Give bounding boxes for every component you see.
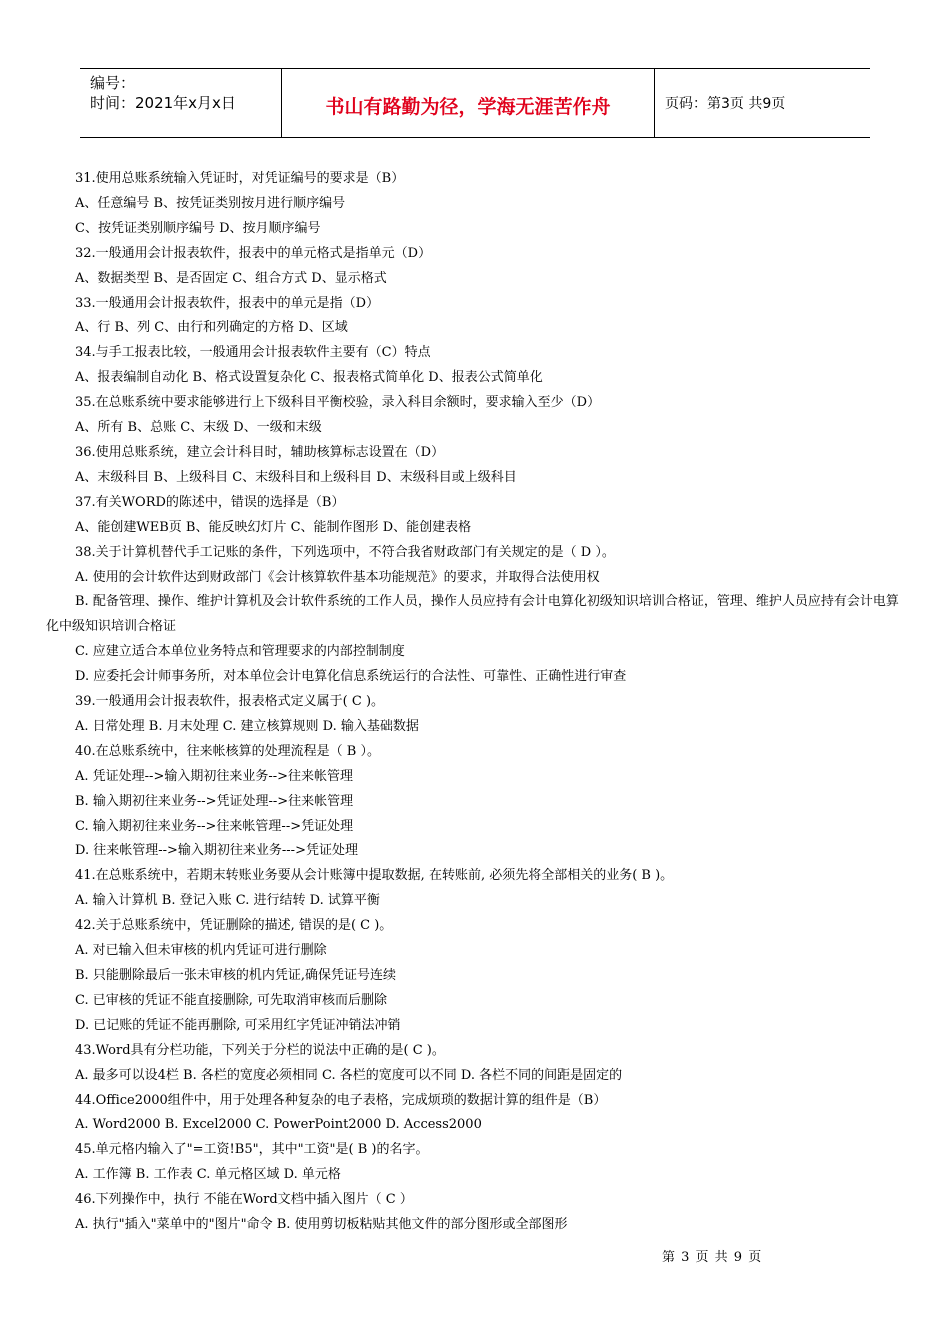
- header-motto: 书山有路勤为径，学海无涯苦作舟: [282, 69, 655, 137]
- answer-option-line: A. 使用的会计软件达到财政部门《会计核算软件基本功能规范》的要求，并取得合法使用权: [75, 569, 600, 585]
- header-page-info: 页码：第3页 共9页: [665, 96, 786, 112]
- question-stem: 43.Word具有分栏功能，下列关于分栏的说法中正确的是( C )。: [75, 1042, 445, 1058]
- question-stem: 33.一般通用会计报表软件，报表中的单元是指（D）: [75, 295, 380, 311]
- answer-option-line: A、所有 B、总账 C、末级 D、一级和末级: [75, 420, 322, 436]
- answer-option-line: A、任意编号 B、按凭证类别按月进行顺序编号: [75, 195, 346, 211]
- answer-option-line: A. Word2000 B. Excel2000 C. PowerPoint2000 D. Access2000: [75, 1117, 482, 1133]
- answer-option-line: D. 应委托会计师事务所，对本单位会计电算化信息系统运行的合法性、可靠性、正确性进行审查: [75, 669, 627, 685]
- question-stem: 42.关于总账系统中，凭证删除的描述, 错误的是( C )。: [75, 918, 393, 934]
- question-stem: 45.单元格内输入了"=工资!B5"，其中"工资"是( B )的名字。: [75, 1142, 429, 1158]
- question-stem: 34.与手工报表比较，一般通用会计报表软件主要有（C）特点: [75, 345, 431, 361]
- question-stem: 38.关于计算机替代手工记账的条件，下列选项中，不符合我省财政部门有关规定的是（ D ）。: [75, 544, 615, 560]
- answer-option-line: A、能创建WEB页 B、能反映幻灯片 C、能制作图形 D、能创建表格: [75, 519, 472, 535]
- question-stem: 35.在总账系统中要求能够进行上下级科目平衡校验，录入科目余额时，要求输入至少（D）: [75, 395, 601, 411]
- question-stem: 44.Office2000组件中，用于处理各种复杂的电子表格，完成烦琐的数据计算的组件是（B）: [75, 1092, 607, 1108]
- answer-option-line: A. 对已输入但未审核的机内凭证可进行删除: [75, 943, 327, 959]
- question-stem: 41.在总账系统中，若期末转账业务要从会计账簿中提取数据, 在转账前, 必须先将全部相关的业务( B )。: [75, 868, 674, 884]
- question-stem: 46.下列操作中，执行 不能在Word文档中插入图片（ C ）: [75, 1192, 413, 1208]
- answer-option-line: A. 执行"插入"菜单中的"图片"命令 B. 使用剪切板粘贴其他文件的部分图形或全部图形: [75, 1217, 568, 1233]
- answer-option-line: B. 输入期初往来业务-->凭证处理-->往来帐管理: [75, 793, 354, 809]
- answer-option-line: A. 工作簿 B. 工作表 C. 单元格区域 D. 单元格: [75, 1167, 341, 1183]
- answer-option-line: D. 往来帐管理-->输入期初往来业务--->凭证处理: [75, 843, 358, 859]
- document-number-label: 编号：: [90, 74, 136, 92]
- page-header: [80, 68, 870, 138]
- question-stem: 36.使用总账系统，建立会计科目时，辅助核算标志设置在（D）: [75, 444, 445, 460]
- answer-option-line: C、按凭证类别顺序编号 D、按月顺序编号: [75, 220, 321, 236]
- answer-option-line: A. 输入计算机 B. 登记入账 C. 进行结转 D. 试算平衡: [75, 893, 380, 909]
- answer-option-line: A、末级科目 B、上级科目 C、末级科目和上级科目 D、末级科目或上级科目: [75, 469, 517, 485]
- question-stem: 40.在总账系统中，往来帐核算的处理流程是（ B ）。: [75, 743, 380, 759]
- page-footer: 第 3 页 共 9 页: [662, 1250, 763, 1265]
- document-time: 时间：2021年x月x日: [90, 94, 236, 112]
- header-meta: [80, 69, 282, 137]
- answer-option-line: C. 输入期初往来业务-->往来帐管理-->凭证处理: [75, 818, 354, 834]
- answer-option-line: C. 已审核的凭证不能直接删除, 可先取消审核而后删除: [75, 992, 388, 1008]
- answer-option-line: A. 最多可以设4栏 B. 各栏的宽度必须相同 C. 各栏的宽度可以不同 D. 各栏不同的间距是固定的: [75, 1067, 623, 1083]
- answer-option-line: D. 已记账的凭证不能再删除, 可采用红字凭证冲销法冲销: [75, 1017, 401, 1033]
- question-stem: 37.有关WORD的陈述中，错误的选择是（B）: [75, 494, 345, 510]
- answer-option-line: A. 凭证处理-->输入期初往来业务-->往来帐管理: [75, 768, 354, 784]
- question-stem: 39.一般通用会计报表软件，报表格式定义属于( C )。: [75, 694, 385, 710]
- answer-option-line: A、行 B、列 C、由行和列确定的方格 D、区域: [75, 320, 348, 336]
- answer-option-line: C. 应建立适合本单位业务特点和管理要求的内部控制制度: [75, 644, 405, 660]
- answer-option-line: B. 只能删除最后一张未审核的机内凭证,确保凭证号连续: [75, 968, 396, 983]
- answer-option-line: A、数据类型 B、是否固定 C、组合方式 D、显示格式: [75, 270, 387, 286]
- question-stem: 31.使用总账系统输入凭证时，对凭证编号的要求是（B）: [75, 171, 405, 186]
- answer-option-line: A、报表编制自动化 B、格式设置复杂化 C、报表格式简单化 D、报表公式简单化: [75, 370, 543, 386]
- answer-option-line: A. 日常处理 B. 月末处理 C. 建立核算规则 D. 输入基础数据: [75, 718, 419, 734]
- answer-option-line: B. 配备管理、操作、维护计算机及会计软件系统的工作人员，操作人员应持有会计电算化初级知识培训合格证，管理、维护人员应持有会计电算化中级知识培训合格证: [46, 594, 899, 635]
- question-list: [46, 167, 908, 1238]
- question-stem: 32.一般通用会计报表软件，报表中的单元格式是指单元（D）: [75, 245, 432, 261]
